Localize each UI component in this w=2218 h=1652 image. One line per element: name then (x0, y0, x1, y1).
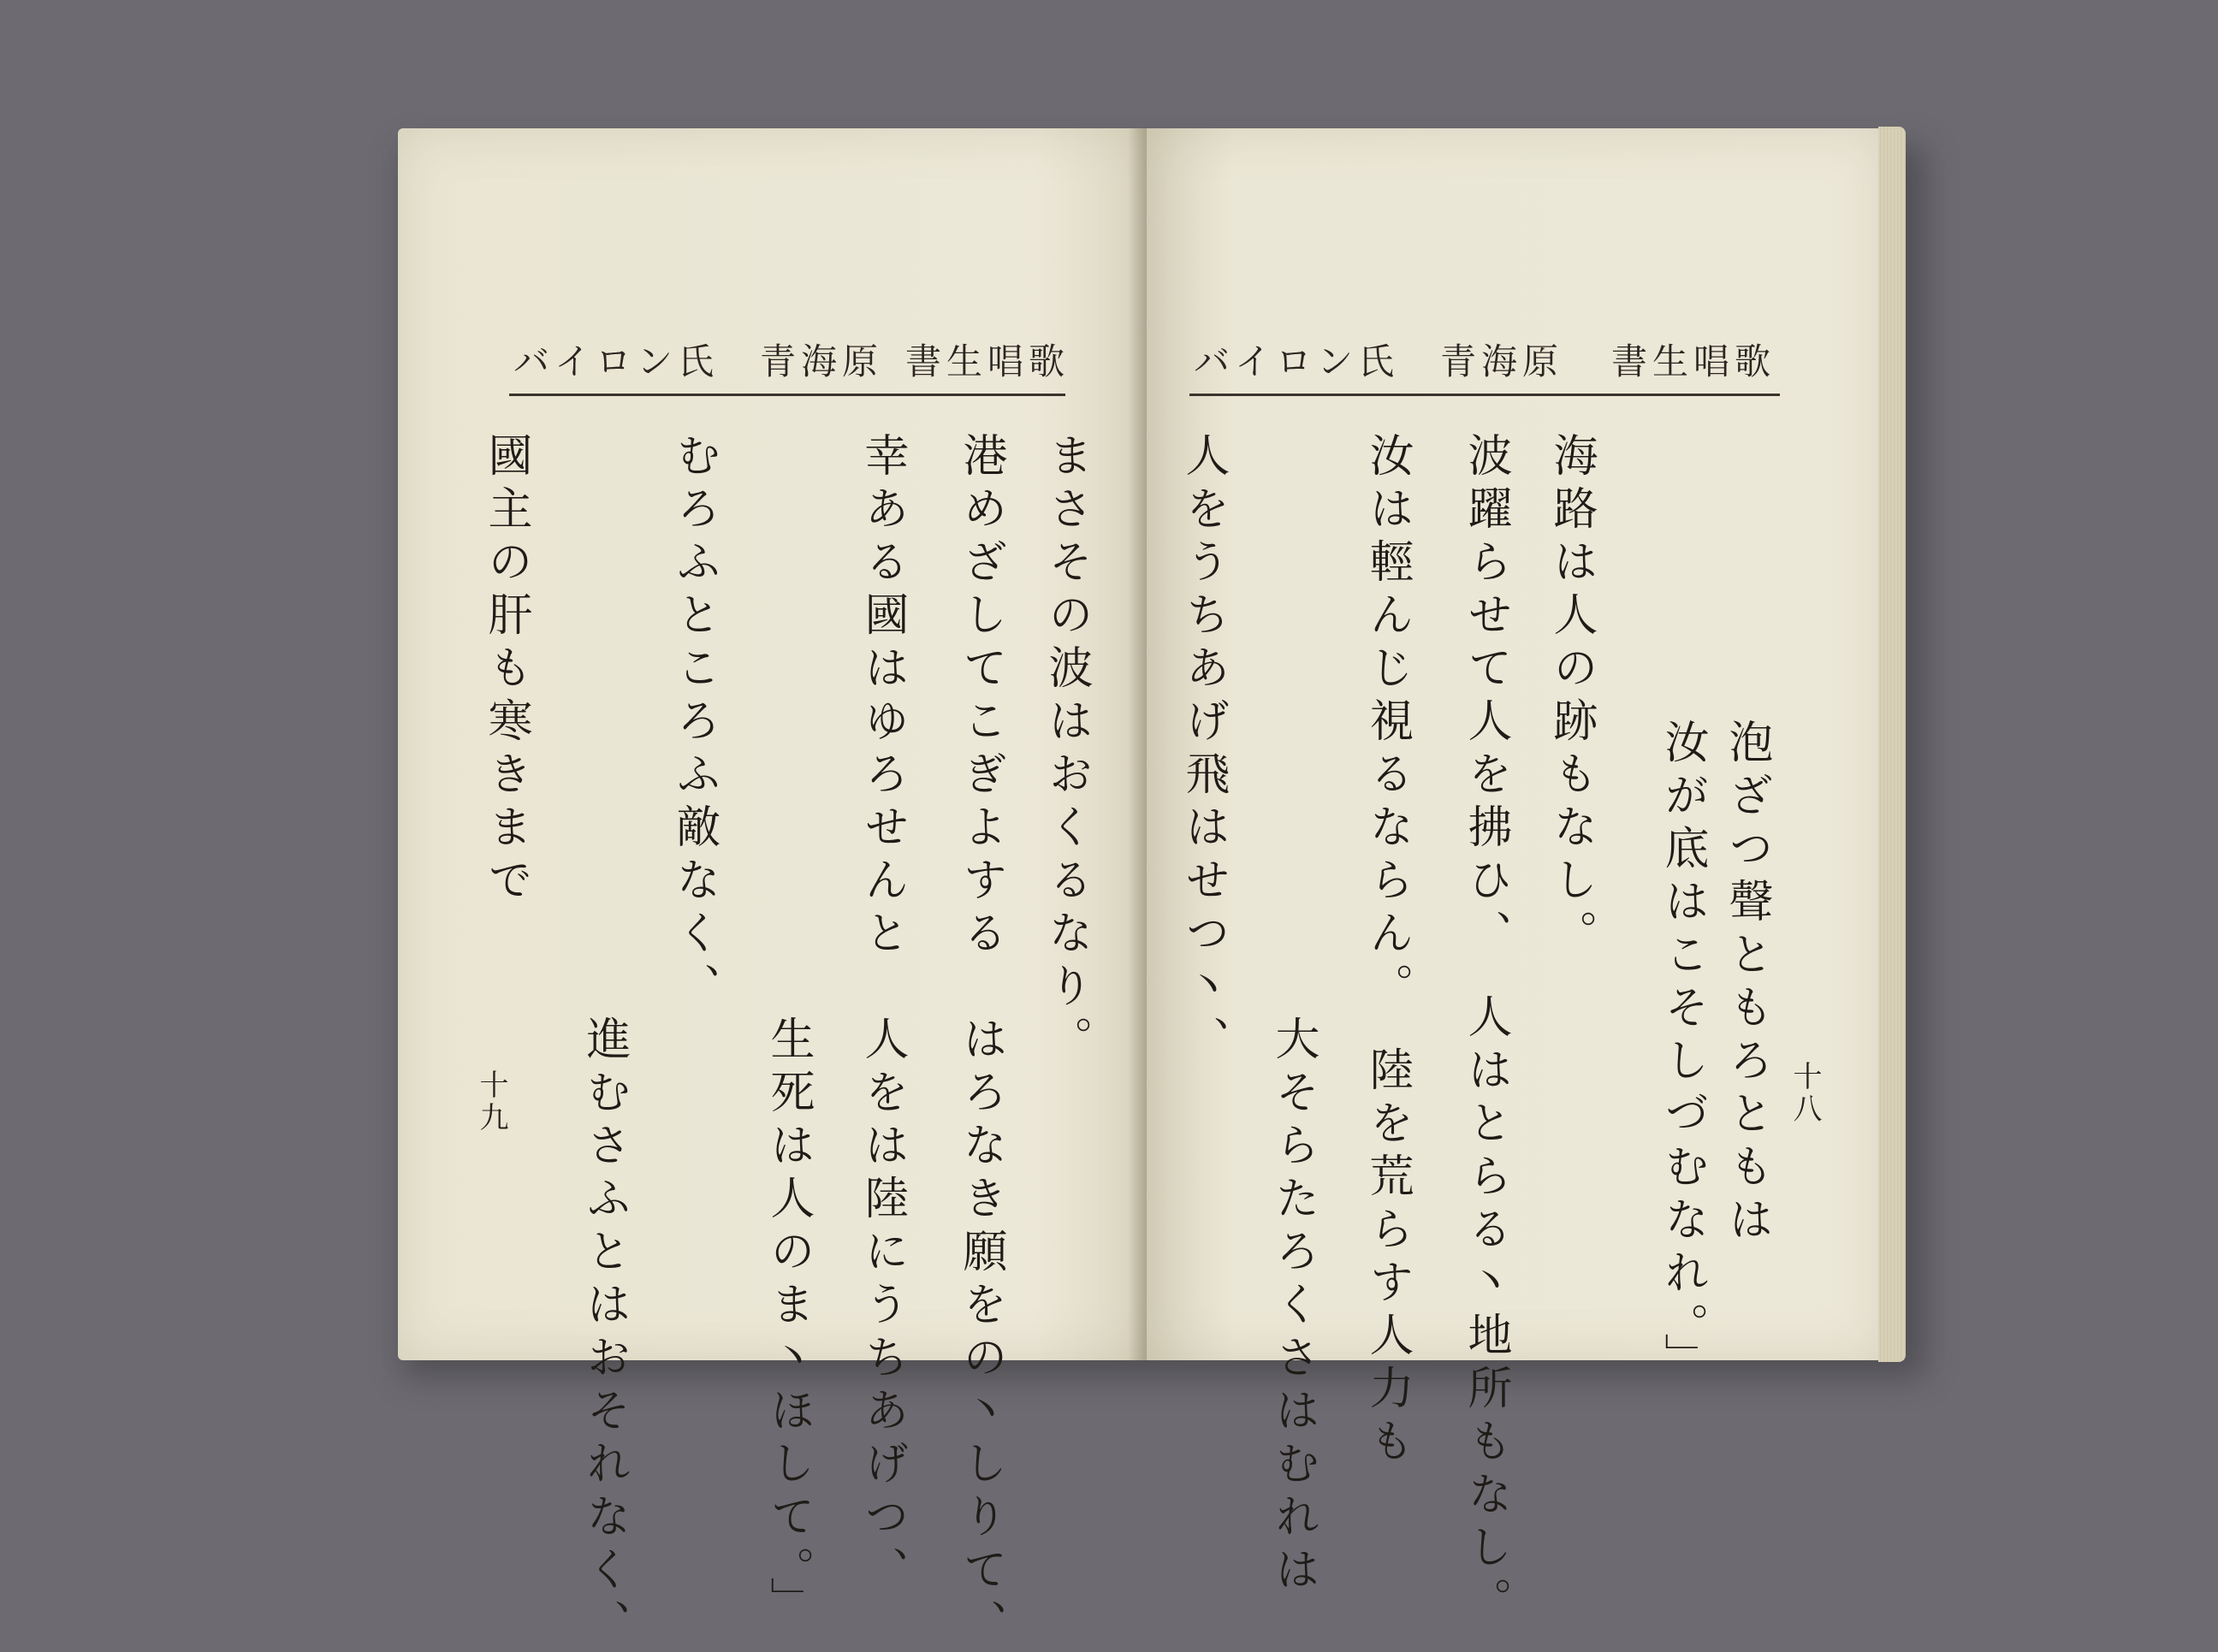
text-column: 生死は人のま丶ほして。」 (762, 432, 814, 1630)
page-number: 十九 (474, 1069, 508, 1134)
text-column: 泡ざつ聲ともろともは (1721, 719, 1772, 1249)
author-heading: バイロン氏 青海原 (513, 340, 884, 382)
header-rule (509, 394, 1065, 396)
right-page-header (1194, 334, 1776, 385)
text-column: 幸ある國はゆろせんと 人をは陸にうちあげつ、 (857, 432, 908, 1599)
song-title-heading: 書生唱歌 (1610, 340, 1776, 382)
right-page (1147, 128, 1883, 1630)
text-column: 進むさふとはおそれなく、 (578, 432, 630, 1652)
page-edges (1878, 127, 1906, 1362)
text-column: 汝が底はこそしづむなれ。」 (1657, 719, 1708, 1386)
text-column: 大そらたろくさはむれは (1267, 432, 1319, 1599)
text-column: 人をうちあげ飛はせつ丶、 (1177, 432, 1229, 1069)
text-column: むろふところふ敵なく、 (668, 432, 720, 1015)
text-column: 港めざしてこぎよする はろなき願をの丶しりて、 (955, 432, 1006, 1652)
text-column: 汝は輕んじ視るならん。 陸を荒らす人力も (1361, 432, 1413, 1471)
left-page (398, 128, 1147, 1652)
header-rule (1189, 394, 1780, 396)
author-heading: バイロン氏 青海原 (1194, 340, 1564, 382)
text-column: 波躍らせて人を拂ひ、 人はとらる丶地所もなし。 (1460, 432, 1511, 1630)
song-title-heading: 書生唱歌 (904, 340, 1070, 382)
text-column: まさその波はおくるなり。 (1041, 432, 1092, 1069)
left-page-header (513, 334, 1070, 385)
text-column: 國主の肝も寒きまで (480, 432, 531, 909)
page-number: 十八 (1788, 1061, 1822, 1126)
text-column: 海路は人の跡もなし。 (1545, 432, 1597, 962)
